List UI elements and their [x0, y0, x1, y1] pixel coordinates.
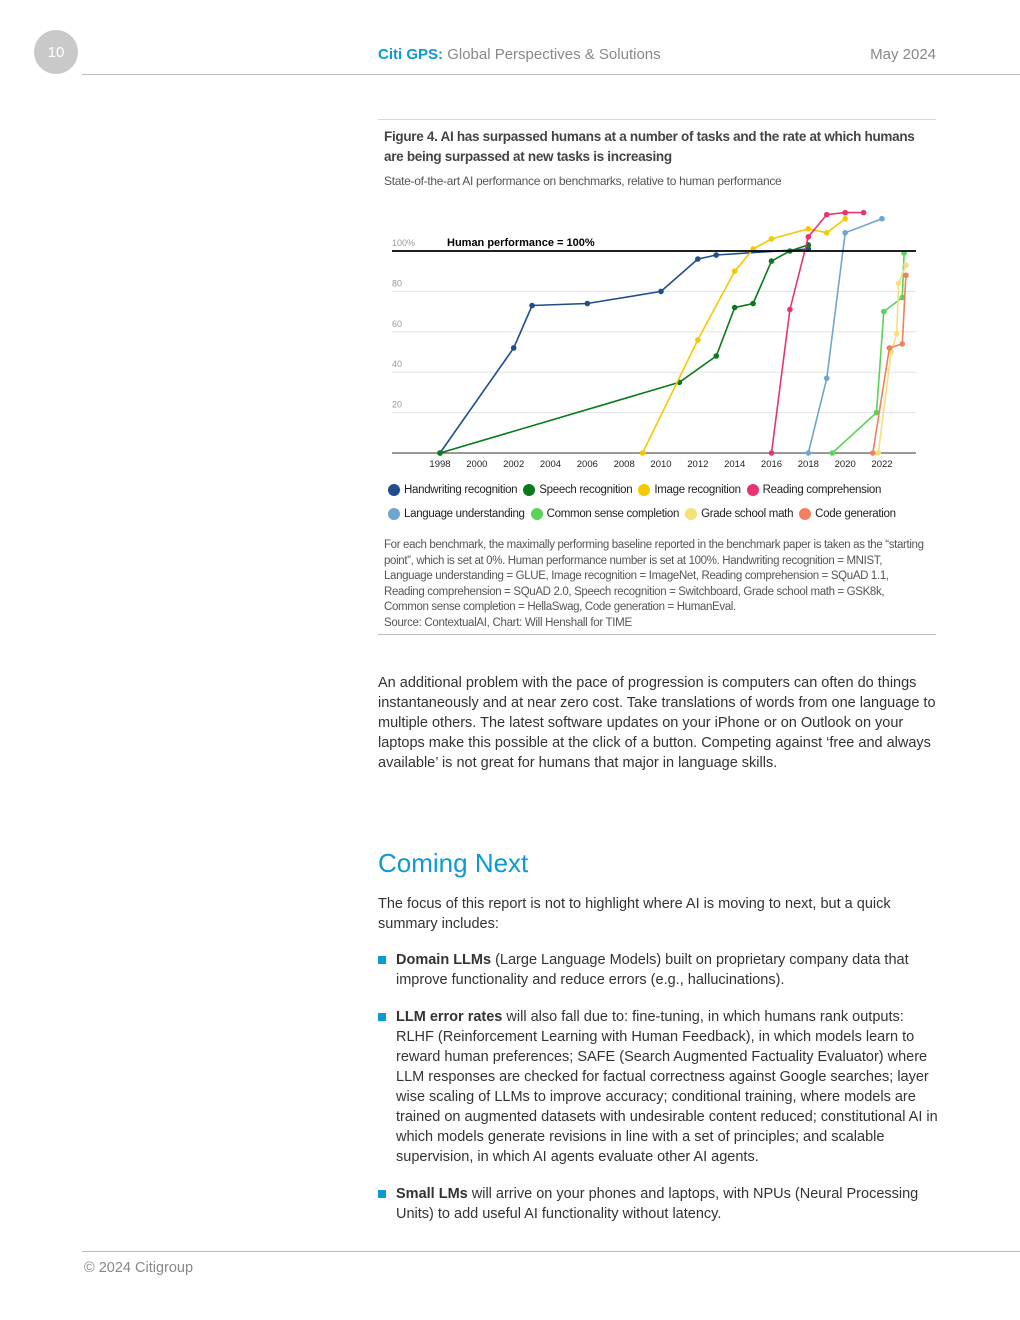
legend-item: [523, 484, 632, 496]
legend-item: [747, 484, 881, 496]
legend-label: Code generation: [815, 508, 896, 520]
bullet-bold-lead: LLM error rates: [396, 1009, 503, 1025]
data-point: [769, 236, 775, 242]
legend-label: Image recognition: [654, 484, 741, 496]
legend-color-dot: [388, 508, 400, 520]
x-tick-label: 2012: [687, 459, 709, 470]
x-tick-label: 2000: [466, 459, 488, 470]
bullet-bold-lead: Domain LLMs: [396, 952, 492, 968]
data-point: [879, 216, 885, 222]
data-point: [769, 450, 775, 456]
legend-color-dot: [638, 484, 650, 496]
series-line-0: [440, 249, 808, 453]
legend-color-dot: [747, 484, 759, 496]
data-point: [894, 331, 900, 337]
data-point: [870, 450, 876, 456]
data-point: [842, 216, 848, 222]
body-paragraph-1: An additional problem with the pace of progression is computers can often do things instantaneously and at near zero cost. Take translations of words from one language to multiple others. The latest software updates on your iPhone or on Outlook on your laptops make this possible at the click of a button. Competing against ‘free and always available’ is not great for humans that major in language skills.: [378, 675, 936, 771]
data-point: [806, 450, 812, 456]
x-tick-label: 2014: [724, 459, 746, 470]
data-point: [732, 305, 738, 311]
x-tick-label: 2008: [613, 459, 635, 470]
data-point: [732, 268, 738, 274]
legend-item: [531, 508, 679, 520]
data-point: [887, 345, 893, 351]
y-tick-label: 80: [392, 278, 403, 289]
bullet-list: [378, 950, 938, 1241]
data-point: [876, 450, 882, 456]
legend-label: Reading comprehension: [762, 484, 882, 496]
brand-name: Citi GPS:: [378, 46, 444, 63]
header-divider: [82, 74, 1020, 75]
data-point: [903, 272, 909, 278]
data-point: [713, 353, 719, 359]
bullet-square-icon: [378, 956, 386, 964]
chart-legend-row-1: [388, 484, 948, 496]
data-point: [824, 212, 830, 218]
figure-source: Source: ContextualAI, Chart: Will Henshall for TIME: [384, 617, 632, 629]
x-tick-label: 2020: [834, 459, 856, 470]
data-point: [903, 262, 909, 268]
data-point: [695, 256, 701, 262]
legend-label: Grade school math: [701, 508, 794, 520]
page-number: 10: [47, 43, 65, 61]
bullet-square-icon: [378, 1013, 386, 1021]
figure-note: For each benchmark, the maximally performing baseline reported in the benchmark paper is taken as the “starting point”, which is set at 0%. Human performance number is set at 100%. Handwriting recognition = MNIST, Language understanding = GLUE, Image recognition = ImageNet, Reading comprehension = SQuAD 1.1, Reading comprehension = SQuAD 2.0, Speech recognition = Switchboard, Grade school math = GSK8k, Common sense completion = HellaSwag, Code generation = HumanEval.: [384, 539, 924, 613]
figure-subtitle: State-of-the-art AI performance on benchmarks, relative to human performance: [384, 174, 782, 188]
x-tick-label: 2002: [503, 459, 525, 470]
x-tick-label: 2018: [797, 459, 819, 470]
legend-color-dot: [523, 484, 535, 496]
x-tick-label: 1998: [429, 459, 451, 470]
data-point: [640, 450, 646, 456]
footer-divider: [82, 1251, 1020, 1252]
series-line-1: [440, 245, 808, 453]
legend-color-dot: [388, 484, 400, 496]
x-tick-label: 2004: [539, 459, 562, 470]
figure-title: Figure 4. AI has surpassed humans at a number of tasks and the rate at which humans are being surpassed at new tasks is increasing: [384, 129, 915, 164]
header-brand: [378, 46, 661, 63]
legend-label: Speech recognition: [539, 484, 633, 496]
data-point: [896, 281, 902, 287]
figure-bottom-divider: [378, 634, 936, 635]
data-point: [585, 301, 591, 307]
data-point: [658, 289, 664, 295]
bullet-bold-lead: Small LMs: [396, 1186, 468, 1202]
bullet-item: [378, 1007, 938, 1167]
brand-subtitle: Global Perspectives & Solutions: [447, 46, 661, 63]
section-heading: Coming Next: [378, 848, 529, 878]
bullet-item: [378, 950, 938, 990]
data-point: [842, 210, 848, 216]
x-tick-label: 2022: [871, 459, 893, 470]
data-point: [829, 450, 835, 456]
human-performance-label: Human performance = 100%: [447, 237, 595, 249]
data-point: [861, 210, 867, 216]
data-point: [695, 337, 701, 343]
x-tick-label: 2006: [576, 459, 598, 470]
data-point: [842, 230, 848, 236]
benchmark-line-chart: [382, 196, 932, 471]
data-point: [750, 301, 756, 307]
data-point: [787, 307, 793, 313]
data-point: [437, 450, 443, 456]
legend-color-dot: [799, 508, 811, 520]
legend-color-dot: [531, 508, 543, 520]
header-date: May 2024: [870, 46, 936, 63]
data-point: [529, 303, 535, 309]
y-tick-label: 100%: [392, 238, 416, 248]
legend-item: [685, 508, 793, 520]
bullet-text: will also fall due to: fine-tuning, in which humans rank outputs: RLHF (Reinforcement Learning with Human Feedback), in which models learn to reward human preferences; SAFE (Search Augmented Factuality Evaluator) where LLM responses are checked for factual correctness against Google searches; layer wise scaling of LLMs to improve accuracy; conditional training, where models are trained on augmented datasets with undesirable content reduced; constitutional AI in which models generate revisions in line with a set of principles; and scalable supervision, in which AI agents evaluate other AI agents.: [396, 1009, 938, 1165]
data-point: [713, 252, 719, 258]
data-point: [769, 258, 775, 264]
legend-item: [388, 508, 525, 520]
data-point: [806, 234, 812, 240]
legend-item: [799, 508, 896, 520]
bullet-square-icon: [378, 1190, 386, 1198]
footer-copyright: © 2024 Citigroup: [84, 1260, 194, 1276]
x-tick-label: 2016: [760, 459, 783, 470]
chart-legend-row-2: [388, 508, 948, 520]
data-point: [824, 375, 830, 381]
y-tick-label: 20: [392, 399, 403, 410]
data-point: [824, 230, 830, 236]
x-tick-label: 2010: [650, 459, 672, 470]
legend-item: [388, 484, 517, 496]
legend-label: Language understanding: [404, 508, 525, 520]
legend-item: [638, 484, 740, 496]
body-paragraph-2: The focus of this report is not to highlight where AI is moving to next, but a quick summary includes:: [378, 896, 891, 932]
y-tick-label: 60: [392, 318, 403, 329]
data-point: [881, 309, 887, 315]
bullet-item: [378, 1184, 938, 1224]
bullet-text: (Large Language Models) built on proprietary company data that improve functionality and reduce errors (e.g., hallucinations).: [396, 952, 909, 988]
data-point: [511, 345, 517, 351]
legend-label: Handwriting recognition: [404, 484, 518, 496]
data-point: [806, 226, 812, 232]
legend-label: Common sense completion: [546, 508, 680, 520]
figure-top-divider: [378, 119, 936, 120]
data-point: [899, 341, 905, 347]
bullet-text: will arrive on your phones and laptops, with NPUs (Neural Processing Units) to add useful AI functionality without latency.: [396, 1186, 919, 1222]
y-tick-label: 40: [392, 359, 403, 370]
page-number-badge: [34, 30, 78, 74]
legend-color-dot: [685, 508, 697, 520]
